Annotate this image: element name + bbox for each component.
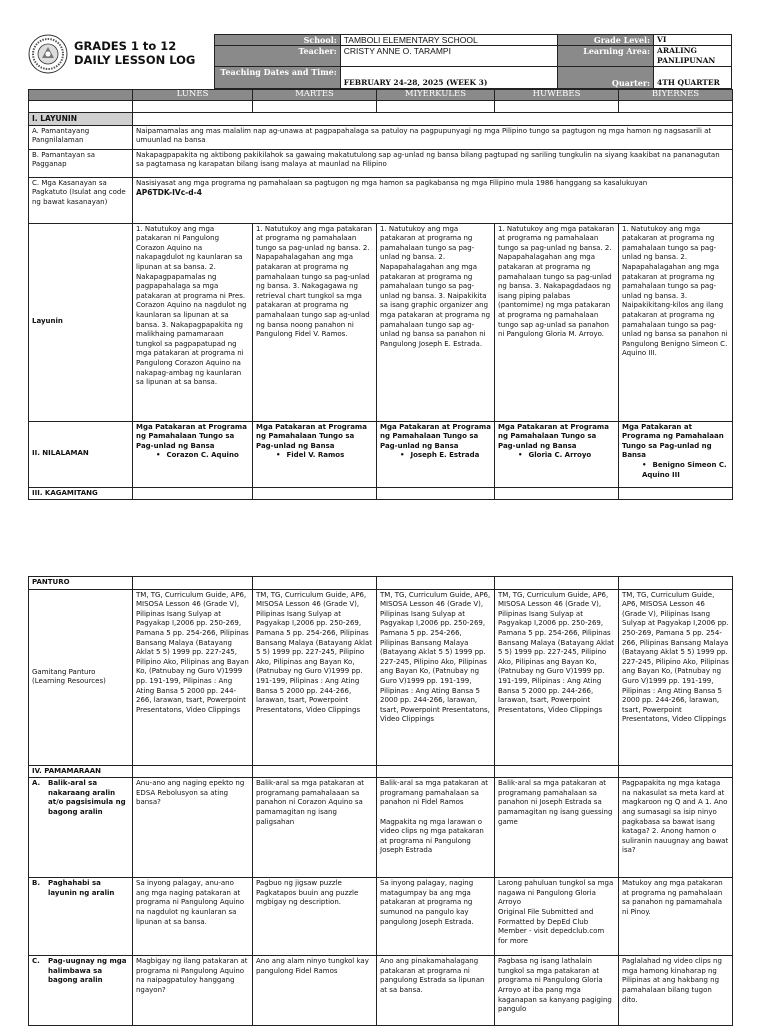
section-kagamitang: III. KAGAMITANG	[29, 487, 133, 500]
resources-lunes: TM, TG, Curriculum Guide, AP6, MISOSA Lesson 46 (Grade V), Pilipinas Isang Sulyap at Pagyakap I,2006 pp. 250-269, Pamana 5 pp. 254-266, Pilipinas Bansang Malaya (Batayang Aklat 5 5) 1999 pp. 227-245, Pilipino Ako, Pilipinas ang Bayan Ko, (Patnubay ng Guro V)1999 pp. 191-199, Pilipinas : Ang Ating Bansa 5 2000 pp. 244-266, larawan, tsart, Powerpoint Presentatons, Video Clippings	[133, 589, 253, 765]
kasanayan-row	[29, 177, 733, 223]
step-b-row	[29, 878, 733, 956]
pagganap-text: Nakapagpapakita ng aktibong pakikilahok sa gawaing makatutulong sap ag-unlad ng bansa bilang pagtupad ng sariling tungkulin na siyang kaakibat na pananagutan sa pagtamasa ng karapatan bilang isang malaya at maunlad na Filipino	[133, 149, 733, 177]
layunin-row	[29, 223, 733, 421]
step-a-martes: Balik-aral sa mga patakaran at programang pamahalaaan sa panahon ni Corazon Aquino sa pamamagitan ng isang paligsahan	[253, 778, 377, 878]
day-header-row	[29, 90, 733, 101]
layunin-miyerkules: 1. Natutukoy ang mga patakaran at programa ng pamahalaan tungo sa pag-unlad ng bansa. 2. Napapahalagahan ang mga patakaran at programa ng pamahalaan tungo sa pag-unlad ng bansa. 3. Naipakikita sa isang graphic organizer ang mga patakaran at programa ng pamahalaan tungo sap ag-unlad ng bansa sa panahon ni Pangulong Joseph E. Estrada.	[377, 223, 495, 421]
layunin-biyernes: 1. Natutukoy ang mga patakaran at programa ng pamahalaan tungo sa pag-unlad ng bansa. 2. Napapahalagahan ang mga patakaran at programa ng pamahalaan tungo sa pag-unlad ng bansa. 3. Naipakikitang-kilos ang ilang patakaran at programa ng pamahalaan tungo sa pag-unlad ng bansa sa panahon ni Pangulong Benigno Simeon C. Aquino III.	[619, 223, 733, 421]
nilalaman-row	[29, 421, 733, 487]
topic-title: Mga Patakaran at Programa ng Pamahalaan Tungo sa Pag-unlad ng Bansa	[136, 422, 247, 450]
teacher-value: CRISTY ANNE O. TARAMPI	[340, 46, 557, 67]
step-letter: B.	[32, 879, 40, 888]
step-c-biyernes: Paglalahad ng video clips ng mga hamong kinaharap ng Pilipinas at ang hakbang ng pamahalaan bilang tugon dito.	[619, 956, 733, 1026]
teacher-label: Teacher:	[215, 46, 341, 67]
step-letter: A.	[32, 779, 41, 788]
resources-miyerkules: TM, TG, Curriculum Guide, AP6, MISOSA Lesson 46 (Grade V), Pilipinas Isang Sulyap at Pagyakap I,2006 pp. 250-269, Pamana 5 pp. 254-266, Pilipinas Bansang Malaya (Batayang Aklat 5 5) 1999 pp. 227-245, Pilipino Ako, Pilipinas ang Bayan Ko, (Patnubay ng Guro V)1999 pp. 191-199, Pilipinas : Ang Ating Bansa 5 2000 pp. 244-266, larawan, tsart, Powerpoint Presentatons, Video Clippings	[377, 589, 495, 765]
step-b-huwebes: Larong pahuluan tungkol sa mga nagawa ni Pangulong Gloria Arroyo Original File Submitted and Formatted by DepEd Club Member - visit depedclub.com for more	[495, 878, 619, 956]
topic-lunes	[133, 421, 253, 487]
pagganap-label: B. Pamantayan sa Pagganap	[29, 149, 133, 177]
step-title: Pag-uugnay ng mga halimbawa sa bagong aralin	[48, 957, 127, 985]
topic-huwebes	[495, 421, 619, 487]
lesson-table-continued	[28, 576, 733, 1026]
panturo-row	[29, 577, 733, 590]
area-value: ARALING PANLIPUNAN	[654, 46, 732, 67]
pamantayang-label: A. Pamantayang Pangnilalaman	[29, 125, 133, 149]
kasanayan-code: AP6TDK-IVc-d-4	[136, 188, 202, 198]
school-value: TAMBOLI ELEMENTARY SCHOOL	[340, 35, 557, 46]
spacer-row	[29, 101, 733, 113]
step-a-row	[29, 778, 733, 878]
grade-label: Grade Level:	[558, 35, 654, 46]
quarter-label: Quarter:	[558, 67, 654, 89]
header-meta-table	[214, 34, 732, 89]
step-c-lunes: Magbigay ng ilang patakaran at programa ni Pangulong Aquino na naipagpatuloy hanggang ngayon?	[133, 956, 253, 1026]
step-b-miyerkules: Sa inyong palagay, naging matagumpay ba ang mga patakaran at programa ng sumunod na pangulo kay pangulong Joseph Estrada.	[377, 878, 495, 956]
topic-title: Mga Patakaran at Programa ng Pamahalaan Tungo sa Pag-unlad ng Bansa	[256, 422, 367, 450]
resources-martes: TM, TG, Curriculum Guide, AP6, MISOSA Lesson 46 (Grade V), Pilipinas Isang Sulyap at Pagyakap I,2006 pp. 250-269, Pamana 5 pp. 254-266, Pilipinas Bansang Malaya (Batayang Aklat 5 5) 1999 pp. 227-245, Pilipino Ako, Pilipinas ang Bayan Ko, (Patnubay ng Guro V)1999 pp. 191-199, Pilipinas : Ang Ating Bansa 5 2000 pp. 244-266, larawan, tsart, Powerpoint Presentatons, Video Clippings	[253, 589, 377, 765]
resources-row	[29, 589, 733, 765]
resources-biyernes: TM, TG, Curriculum Guide, AP6, MISOSA Lesson 46 (Grade V), Pilipinas Isang Sulyap at Pagyakap I,2006 pp. 250-269, Pamana 5 pp. 254-266, Pilipinas Bansang Malaya (Batayang Aklat 5 5) 1999 pp. 227-245, Pilipino Ako, Pilipinas ang Bayan Ko, (Patnubay ng Guro V)1999 pp. 191-199, Pilipinas : Ang Ating Bansa 5 2000 pp. 244-266, larawan, tsart, Powerpoint Presentatons, Video Clippings	[619, 589, 733, 765]
header	[28, 34, 732, 88]
step-a-label	[29, 778, 133, 878]
pamantayang-row	[29, 125, 733, 149]
section-layunin: I. LAYUNIN	[29, 113, 133, 126]
step-c-row	[29, 956, 733, 1026]
deped-seal-icon	[28, 34, 68, 74]
layunin-huwebes: 1. Natutukoy ang mga patakaran at programa ng pamahalaan tungo sa pag-unlad ng bansa. 2. Napapahalagahan ang mga patakaran at programa ng pamahalaan tungo sa pag-unlad ng bansa. 3. Nakapagdadaos ng isang piping palabas (pantomime) ng mga patakaran at programa ng pamahalaan tungo sap ag-unlad sa panahon ni Pangulong Gloria M. Arroyo.	[495, 223, 619, 421]
topic-miyerkules	[377, 421, 495, 487]
pagganap-row	[29, 149, 733, 177]
resources-huwebes: TM, TG, Curriculum Guide, AP6, MISOSA Lesson 46 (Grade V), Pilipinas Isang Sulyap at Pagyakap I,2006 pp. 250-269, Pamana 5 pp. 254-266, Pilipinas Bansang Malaya (Batayang Aklat 5 5) 1999 pp. 227-245, Pilipino Ako, Pilipinas ang Bayan Ko, (Patnubay ng Guro V)1999 pp. 191-199, Pilipinas : Ang Ating Bansa 5 2000 pp. 244-266, larawan, tsart, Powerpoint Presentatons, Video Clippings	[495, 589, 619, 765]
step-b-label	[29, 878, 133, 956]
step-a-miyerkules: Balik-aral sa mga patakaran at programang pamahalaan sa panahon ni Fidel Ramos Magpakita ng mga larawan o video clips ng mga patakaran at programa ni Pangulong Joseph Estrada	[377, 778, 495, 878]
day-lunes: LUNES	[133, 90, 253, 101]
topic-title: Mga Patakaran at Programa ng Pamahalaan Tungo sa Pag-unlad ng Bansa	[380, 422, 491, 450]
step-c-martes: Ano ang alam ninyo tungkol kay pangulong Fidel Ramos	[253, 956, 377, 1026]
layunin-martes: 1. Natutukoy ang mga patakaran at programa ng pamahalaan tungo sa pag-unlad ng bansa. 2. Napapahalagahan ang mga patakaran at programa ng pamahalaan tungo sa pag-unlad ng bansa. 3. Nakagagawa ng retrieval chart tungkol sa mga patakaran at programa ng pamahalaan tungo sap ag-unlad ng bansa noong panahon ni Pangulong Fidel V. Ramos.	[253, 223, 377, 421]
kasanayan-cell	[133, 177, 733, 223]
day-huwebes: HUWEBES	[495, 90, 619, 101]
topic-biyernes	[619, 421, 733, 487]
kasanayan-label: C. Mga Kasanayan sa Pagkatuto (Isulat ang code ng bawat kasanayan)	[29, 177, 133, 223]
layunin-label: Layunin	[29, 223, 133, 421]
pamamaraan-row	[29, 765, 733, 778]
section-pamamaraan: IV. PAMAMARAAN	[29, 765, 133, 778]
document-title: GRADES 1 to 12 DAILY LESSON LOG	[74, 39, 196, 67]
grade-value: VI	[654, 35, 732, 46]
quarter-value: 4TH QUARTER	[654, 67, 732, 89]
area-label: Learning Area:	[558, 46, 654, 67]
topic-title: Mga Patakaran at Programa ng Pamahalaan Tungo sa Pag-unlad ng Bansa	[622, 422, 724, 460]
topic-martes	[253, 421, 377, 487]
pamantayang-text: Naipamamalas ang mas malalim nap ag-unawa at pagpapahalaga sa patuloy na pagpupunyagi ng mga Pilipino tungo sa pagtugon ng mga hamon ng nagsasarili at umuunlad na bansa	[133, 125, 733, 149]
kagamitang-row	[29, 487, 733, 500]
day-biyernes: BIYERNES	[619, 90, 733, 101]
topic-name: • Corazon C. Aquino	[136, 451, 249, 461]
lesson-table	[28, 89, 733, 500]
step-b-lunes: Sa inyong palagay, anu-ano ang mga naging patakaran at programa ni Pangulong Aquino na nagdulot ng kaunlaran sa lipunan at sa bansa.	[133, 878, 253, 956]
topic-title: Mga Patakaran at Programa ng Pamahalaan Tungo sa Pag-unlad ng Bansa	[498, 422, 609, 450]
dates-label: Teaching Dates and Time:	[215, 67, 341, 89]
topic-name: • Gloria C. Arroyo	[498, 451, 615, 461]
step-c-huwebes: Pagbasa ng isang lathalain tungkol sa mga patakaran at programa ni Pangulong Gloria Arroyo at iba pang mga kaganapan sa kanyang pagiging pangulo	[495, 956, 619, 1026]
section-nilalaman: II. NILALAMAN	[29, 421, 133, 487]
section-layunin-row	[29, 113, 733, 126]
topic-name: • Benigno Simeon C. Aquino III	[622, 461, 729, 480]
step-c-miyerkules: Ano ang pinakamahalagang patakaran at programa ni pangulong Estrada sa lipunan at sa bansa.	[377, 956, 495, 1026]
step-c-label	[29, 956, 133, 1026]
step-letter: C.	[32, 957, 40, 966]
step-a-lunes: Anu-ano ang naging epekto ng EDSA Rebolusyon sa ating bansa?	[133, 778, 253, 878]
topic-name: • Fidel V. Ramos	[256, 451, 373, 461]
topic-name: • Joseph E. Estrada	[380, 451, 491, 461]
section-panturo: PANTURO	[29, 577, 133, 590]
school-label: School:	[215, 35, 341, 46]
kasanayan-text: Nasisiyasat ang mga programa ng pamahalaan sa pagtugon ng mga hamon sa pagkabansa ng mga Filipino mula 1986 hanggang sa kasalukuyan	[136, 178, 648, 187]
layunin-lunes: 1. Natutukoy ang mga patakaran ni Pangulong Corazon Aquino na nakapagdulot ng kaunlaran sa lipunan at sa bansa. 2. Nakapagpapamalas ng pagpapahalaga sa mga patakaran at programa ni Pres. Corazon Aquino na nagdulot ng kaunlaran sa lipunan at sa bansa. 3. Nakapagpapakita ng malikhaing pamamaraan tungkol sa pagpapatupad ng mga patakaran at programa ni Pangulong Corazon Aquino na nakapag-ambag ng kaunlaran sa lipunan at sa bansa.	[133, 223, 253, 421]
day-martes: MARTES	[253, 90, 377, 101]
dates-value: FEBRUARY 24-28, 2025 (WEEK 3)	[340, 67, 557, 89]
step-title: Balik-aral sa nakaraang aralin at/o pagsisimula ng bagong aralin	[48, 779, 126, 816]
step-title: Paghahabi sa layunin ng aralin	[48, 879, 115, 897]
day-header-blank	[29, 90, 133, 101]
step-b-biyernes: Matukoy ang mga patakaran at programa ng pamahalaan sa panahon ng pamamahala ni Pinoy.	[619, 878, 733, 956]
day-miyerkules: MIYERKULES	[377, 90, 495, 101]
step-a-huwebes: Balik-aral sa mga patakaran at programang pamahalaan sa panahon ni Joseph Estrada sa pamamagitan ng isang guessing game	[495, 778, 619, 878]
step-b-martes: Pagbuo ng jigsaw puzzle Pagkatapos buuin ang puzzle mgbigay ng description.	[253, 878, 377, 956]
gamitang-label: Gamitang Panturo (Learning Resources)	[29, 589, 133, 765]
step-a-biyernes: Pagpapakita ng mga kataga na nakasulat sa meta kard at magkaroon ng Q and A 1. Ano ang sumasagi sa isip ninyo pagkabasa sa bawat isang kataga? 2. Anong hamon o suliranin nauugnay ang bawat isa?	[619, 778, 733, 878]
